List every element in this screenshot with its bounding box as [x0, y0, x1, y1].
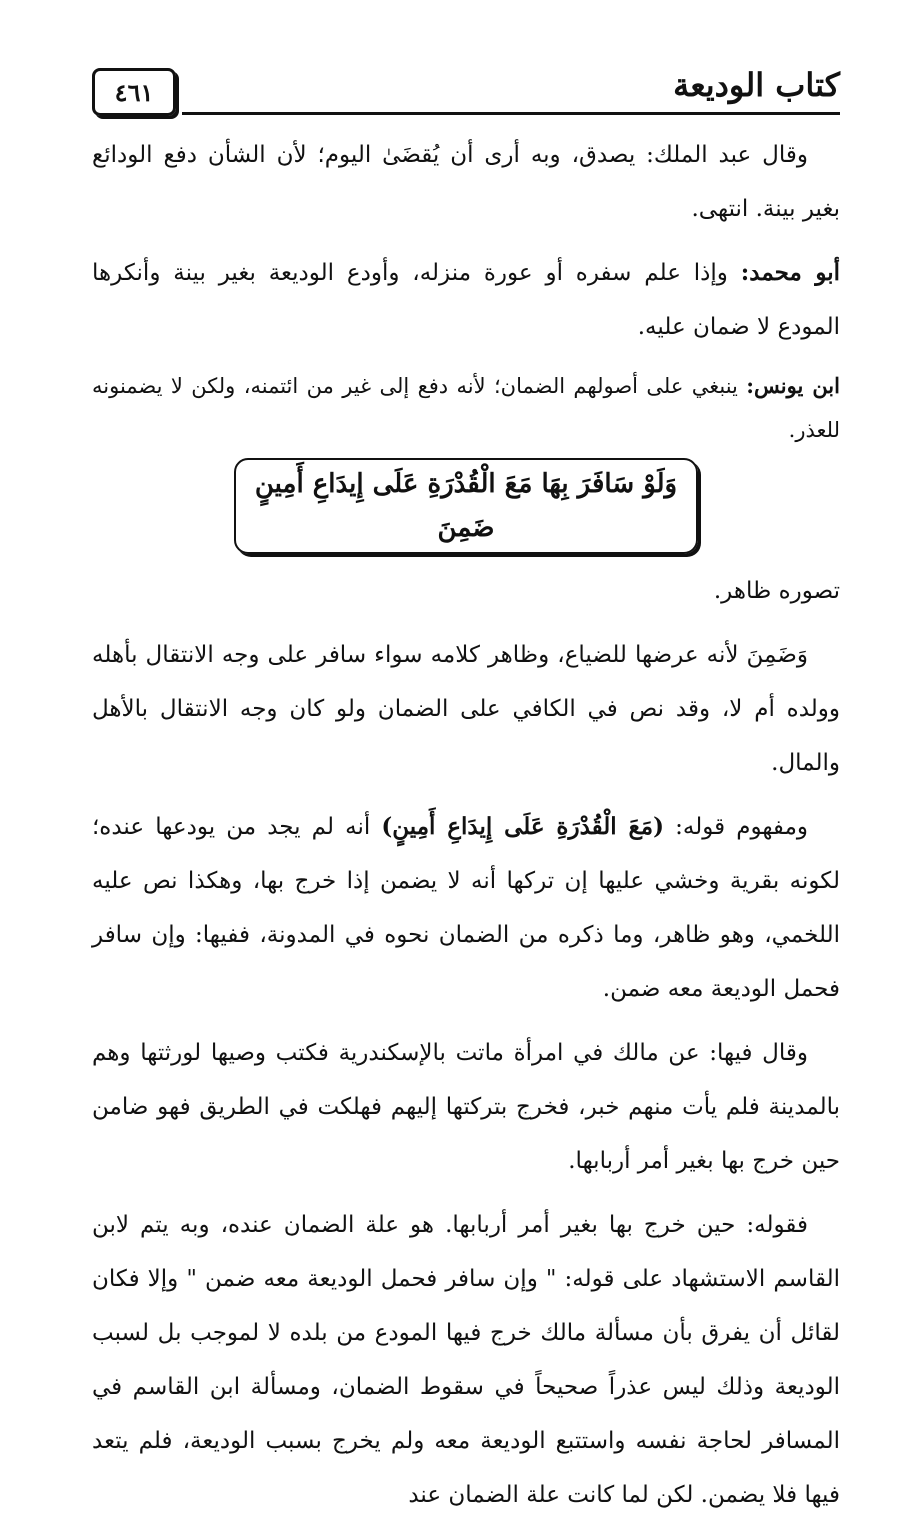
- paragraph-ibn-yunus: [92, 364, 840, 452]
- paragraph-abd-al-malik: وقال عبد الملك: يصدق، وبه أرى أن يُقضَىٰ اليوم؛ لأن الشأن دفع الودائع بغير بينة. انتهى.: [92, 142, 840, 222]
- paragraph-text: ومفهوم قوله:: [663, 814, 808, 840]
- page-body: [92, 128, 840, 1532]
- paragraph-faqawluhu: فقوله: حين خرج بها بغير أمر أربابها. هو علة الضمان عنده، وبه يتم لابن القاسم الاستشهاد على قوله: " وإن سافر فحمل الوديعة معه ضمن " وإلا فكان لقائل أن يفرق بأن مسألة مالك خرج فيها المودع من بلده لا لموجب بل لسبب الوديعة وذلك ليس عذراً صحيحاً في سقوط الضمان، ومسألة ابن القاسم في المسافر لحاجة نفسه واستتبع الوديعة معه ولم يخرج بسبب الوديعة، فلم يتعد فيها فلا يضمن. لكن لما كانت علة الضمان عند: [92, 1212, 840, 1508]
- speaker-ibn-yunus: ابن يونس:: [746, 373, 840, 398]
- page-number: ٤٦١: [92, 68, 176, 116]
- header-rule: [182, 112, 840, 115]
- running-title: كتاب الوديعة: [673, 66, 840, 104]
- paragraph-text: ينبغي على أصولهم الضمان؛ لأنه دفع إلى غير من ائتمنه، ولكن لا يضمنونه للعذر.: [92, 374, 840, 442]
- paragraph-text: وإذا علم سفره أو عورة منزله، وأودع الوديعة بغير بينة وأنكرها المودع لا ضمان عليه.: [92, 260, 840, 340]
- paragraph-mafhum: [92, 800, 840, 1016]
- speaker-abu-muhammad: أبو محمد:: [740, 259, 840, 286]
- paragraph-abu-muhammad: [92, 246, 840, 354]
- matn-quote-box: وَلَوْ سَافَرَ بِهَا مَعَ الْقُدْرَةِ عَلَى إِيدَاعِ أَمِينٍ ضَمِنَ: [234, 458, 698, 554]
- page-header: [92, 58, 840, 120]
- paragraph-damin: وَضَمِنَ لأنه عرضها للضياع، وظاهر كلامه سواء سافر على وجه الانتقال بأهله وولده أم لا، وقد نص في الكافي على الضمان ولو كان وجه الانتقال بالأهل والمال.: [92, 642, 840, 776]
- inline-matn-quote: (مَعَ الْقُدْرَةِ عَلَى إِيدَاعِ أَمِينٍ): [381, 813, 664, 840]
- paragraph-malik-iskandariyya: وقال فيها: عن مالك في امرأة ماتت بالإسكندرية فكتب وصيها لورثتها وهم بالمدينة فلم يأت منهم خبر، فخرج بتركتها إليهم فهلكت في الطريق فهو ضامن حين خرج بها بغير أمر أربابها.: [92, 1040, 840, 1174]
- paragraph-tasawwur: تصوره ظاهر.: [713, 578, 840, 604]
- paragraph-text: أنه لم يجد من يودعها عنده؛ لكونه بقرية وخشي عليها إن تركها أنه لا يضمن إذا خرج بها، وهكذا نص عليه اللخمي، وهو ظاهر، وما ذكره من الضمان نحوه في المدونة، ففيها: وإن سافر فحمل الوديعة معه ضمن.: [92, 814, 840, 1002]
